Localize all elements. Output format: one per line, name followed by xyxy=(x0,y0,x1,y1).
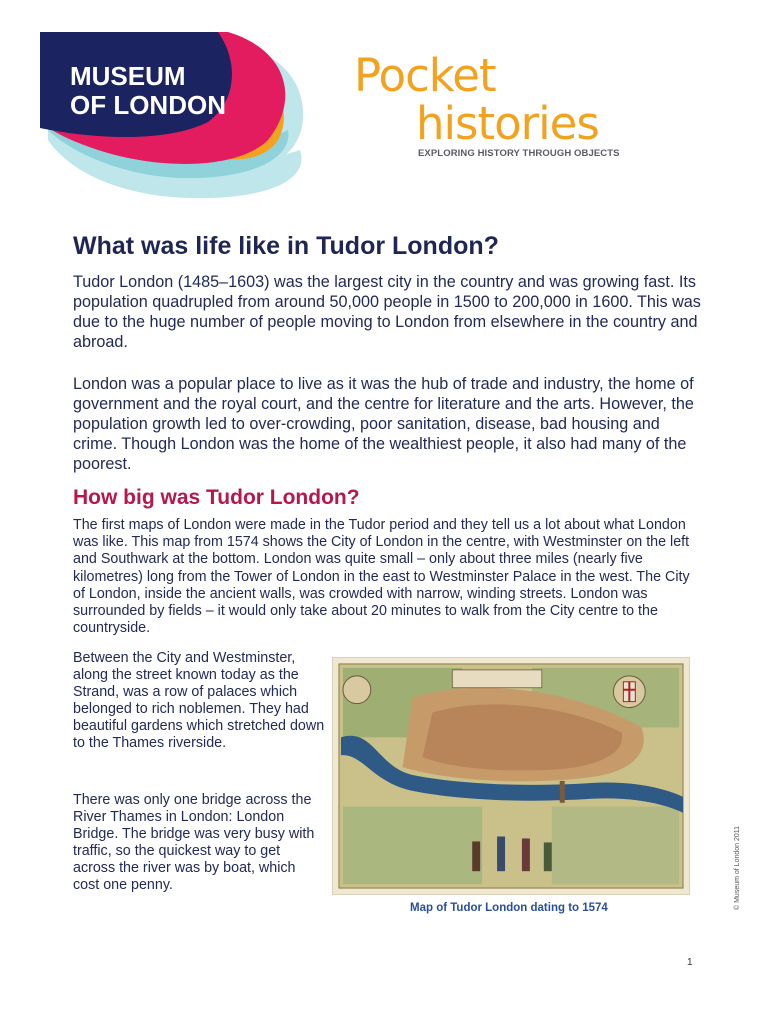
section-paragraph-3: There was only one bridge across the River Thames in London: London Bridge. The bridge was very busy with traffic, so the quickest way to get across the river was by boat, which cost one penny. xyxy=(73,792,315,893)
section-heading: How big was Tudor London? xyxy=(73,486,360,509)
series-title-word-2: histories xyxy=(416,97,599,150)
intro-paragraph-2: London was a popular place to live as it was the hub of trade and industry, the home of government and the royal court, and the centre for literature and the arts. However, the population growth led to over-crowding, poor sanitation, disease, bad housing and crime. Though London was the home of the wealthiest people, it also had many of the poorest. xyxy=(73,375,694,473)
intro-paragraph-1: Tudor London (1485–1603) was the largest city in the country and was growing fast. Its population quadrupled from around 50,000 people in 1500 to 200,000 in 1600. This was due to the huge number of people moving to London from elsewhere in the country and abroad. xyxy=(73,273,701,351)
section-paragraph-1: The first maps of London were made in the Tudor period and they tell us a lot about what London was like. This map from 1574 shows the City of London in the centre, with Westminster on the left and Southwark at the bottom. London was quite small – only about three miles (nearly five kilometres) long from the Tower of London in the east to Westminster Palace in the west. The City of London, inside the ancient walls, was crowded with narrow, winding streets. London was surrounded by fields – it would only take about 20 minutes to walk from the City centre to the countryside. xyxy=(73,517,690,637)
tudor-london-map-image xyxy=(332,657,690,895)
article-title: What was life like in Tudor London? xyxy=(73,232,499,260)
logo-line-1: MUSEUM xyxy=(70,61,186,91)
series-tagline: EXPLORING HISTORY THROUGH OBJECTS xyxy=(418,148,620,159)
section-paragraph-2: Between the City and Westminster, along the street known today as the Strand, was a row of palaces which belonged to rich noblemen. They had beautiful gardens which stretched down to the Thames riverside. xyxy=(73,650,325,751)
museum-of-london-logo xyxy=(38,30,310,200)
map-caption: Map of Tudor London dating to 1574 xyxy=(410,902,608,914)
page-number: 1 xyxy=(687,957,693,968)
logo-line-2: OF LONDON xyxy=(70,90,226,120)
copyright-notice: © Museum of London 2011 xyxy=(734,825,741,910)
series-title-word-1: Pocket xyxy=(354,49,496,102)
